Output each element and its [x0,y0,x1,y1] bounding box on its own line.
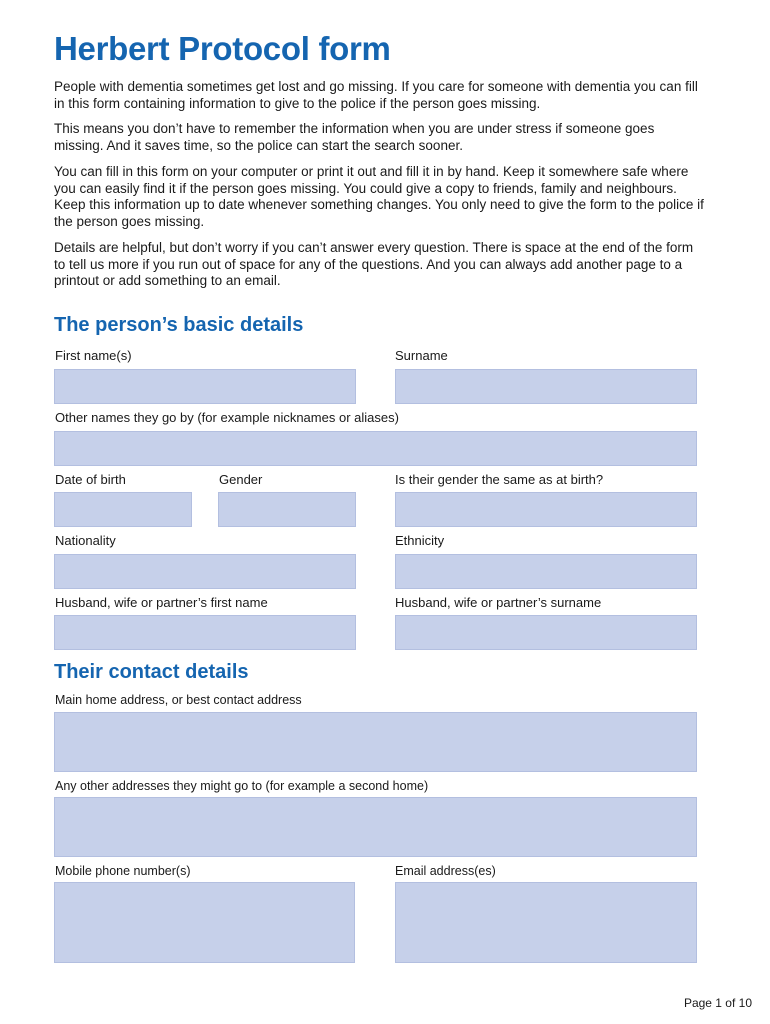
mobile-input[interactable] [54,882,355,963]
intro-paragraph-2: This means you don’t have to remember the information when you are under stress if someone goes missing. And it saves time, so the police can start the search sooner. [54,121,655,153]
intro-paragraph-4: Details are helpful, but don’t worry if you can’t answer every question. There is space at the end of the form to tell us more if you run out of space for any of the questions. And you can always add another page to a printout or add something to an email. [54,240,694,288]
surname-label: Surname [395,348,448,363]
other-names-label: Other names they go by (for example nicknames or aliases) [55,410,399,425]
main-address-input[interactable] [54,712,697,772]
partner-first-name-label: Husband, wife or partner’s first name [55,595,268,610]
other-names-input[interactable] [54,431,697,466]
first-name-input[interactable] [54,369,356,404]
intro-paragraph-1: People with dementia sometimes get lost and go missing. If you care for someone with dementia you can fill in this form containing information to give to the police if the person goes missing. [54,79,698,111]
page-number: Page 1 of 10 [683,996,752,1010]
gender-birth-input[interactable] [395,492,697,527]
partner-first-name-input[interactable] [54,615,356,650]
first-name-label: First name(s) [55,348,132,363]
other-addresses-label: Any other addresses they might go to (for example a second home) [55,779,429,793]
ethnicity-label: Ethnicity [395,533,445,548]
other-addresses-input[interactable] [54,797,697,857]
mobile-label: Mobile phone number(s) [55,864,191,878]
basic-details-heading: The person’s basic details [54,314,304,336]
email-input[interactable] [395,882,697,963]
page-title: Herbert Protocol form [54,30,391,67]
intro-paragraph-3: You can fill in this form on your computer or print it out and fill it in by hand. Keep it somewhere safe where you can easily find it if the person goes missing. You could give a copy to friends, family and neighbours. Keep this information up to date whenever something changes. You only need to give the form to the police if the person goes missing. [54,164,704,229]
nationality-label: Nationality [55,533,116,548]
main-address-label: Main home address, or best contact address [55,693,302,707]
dob-input[interactable] [54,492,192,527]
dob-label: Date of birth [55,472,126,487]
email-label: Email address(es) [395,864,496,878]
partner-surname-input[interactable] [395,615,697,650]
gender-label: Gender [219,472,263,487]
surname-input[interactable] [395,369,697,404]
nationality-input[interactable] [54,554,356,589]
gender-input[interactable] [218,492,356,527]
gender-birth-label: Is their gender the same as at birth? [395,472,604,487]
partner-surname-label: Husband, wife or partner’s surname [395,595,602,610]
contact-details-heading: Their contact details [54,661,249,683]
ethnicity-input[interactable] [395,554,697,589]
